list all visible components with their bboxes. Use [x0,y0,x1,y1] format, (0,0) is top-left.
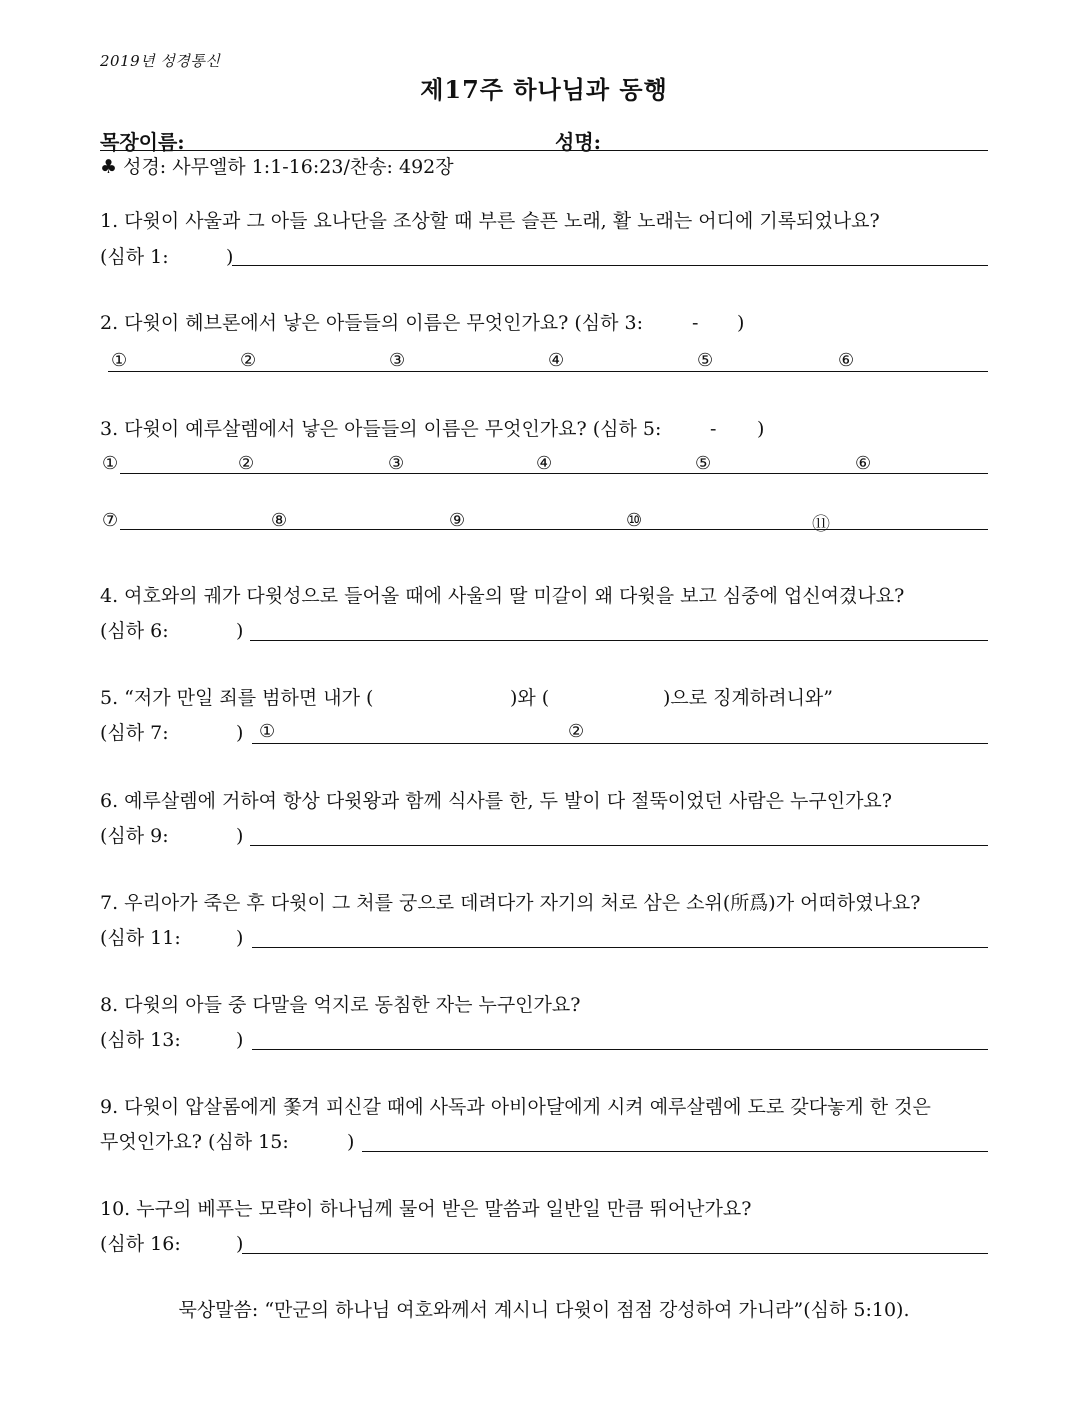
scripture-line [100,156,454,178]
answer-line-4[interactable] [250,640,988,641]
question-2-dash: - [692,312,699,334]
answer-line-10[interactable] [242,1253,988,1254]
question-10-ref: (심하 16: [100,1233,181,1255]
q3-mark-6: ⑥ [855,453,872,474]
q2-mark-4: ④ [548,350,565,371]
question-2-close: ) [737,312,745,334]
question-4-ref-close: ) [236,620,244,642]
q3-mark-3: ③ [388,453,405,474]
q2-mark-6: ⑥ [838,350,855,371]
question-5-mid: )와 ( [510,687,550,709]
q3-mark-11: ⑪ [812,514,830,535]
answer-line-9[interactable] [362,1151,988,1152]
question-10-ref-close: ) [236,1233,244,1255]
question-3-dash: - [710,418,717,440]
answer-line-8[interactable] [252,1049,988,1050]
q3-mark-7: ⑦ [102,510,119,531]
answer-line-1[interactable] [232,265,988,266]
question-10: 10. 누구의 베푸는 모략이 하나님께 물어 받은 말씀과 일반일 만큼 뛰어난가요? [100,1198,752,1220]
question-8-ref: (심하 13: [100,1029,181,1051]
question-7-ref: (심하 11: [100,927,181,949]
form-underline[interactable] [100,150,988,151]
question-1-ref-close: ) [226,246,234,268]
q2-mark-1: ① [111,350,128,371]
q2-mark-3: ③ [389,350,406,371]
person-name-label: 성명: [555,130,602,154]
club-icon: ♣ [100,156,118,178]
answer-line-7[interactable] [252,947,988,948]
q2-mark-5: ⑤ [697,350,714,371]
header-note: 2019년 성경통신 [100,52,221,70]
q3-mark-2: ② [238,453,255,474]
q3-mark-10: ⑩ [626,510,643,531]
question-3: 3. 다윗이 예루살렘에서 낳은 아들들의 이름은 무엇인가요? (심하 5: [100,418,662,440]
scripture-text: 성경: 사무엘하 1:1-16:23/찬송: 492장 [123,156,454,178]
question-6-ref: (심하 9: [100,825,169,847]
q2-mark-2: ② [240,350,257,371]
question-3-close: ) [757,418,765,440]
question-4-ref: (심하 6: [100,620,169,642]
question-4: 4. 여호와의 궤가 다윗성으로 들어올 때에 사울의 딸 미갈이 왜 다윗을 보고 심중에 업신여겼나요? [100,585,905,607]
answer-line-3a[interactable] [120,473,988,474]
q3-mark-9: ⑨ [449,510,466,531]
meditation-verse: 묵상말씀: “만군의 하나님 여호와께서 계시니 다윗이 점점 강성하여 가니라”(심하 5:10). [178,1299,910,1321]
q3-mark-4: ④ [536,453,553,474]
question-8-ref-close: ) [236,1029,244,1051]
question-1: 1. 다윗이 사울과 그 아들 요나단을 조상할 때 부른 슬픈 노래, 활 노래는 어디에 기록되었나요? [100,210,880,232]
question-2: 2. 다윗이 헤브론에서 낳은 아들들의 이름은 무엇인가요? (심하 3: [100,312,644,334]
question-5-end: )으로 징계하려니와” [663,687,833,709]
page-title: 제17주 하나님과 동행 [420,75,668,104]
question-7: 7. 우리아가 죽은 후 다윗이 그 처를 궁으로 데려다가 자기의 처로 삼은 소위(所爲)가 어떠하였나요? [100,892,921,914]
q3-mark-5: ⑤ [695,453,712,474]
q5-mark-2: ② [568,721,585,742]
answer-line-6[interactable] [250,845,988,846]
question-7-ref-close: ) [236,927,244,949]
question-9-ref: 무엇인가요? (심하 15: [100,1131,289,1153]
question-9: 9. 다윗이 압살롬에게 쫓겨 피신갈 때에 사독과 아비아달에게 시켜 예루살렘에 도로 갖다놓게 한 것은 [100,1096,931,1118]
question-5: 5. “저가 만일 죄를 범하면 내가 ( [100,687,374,709]
answer-line-5[interactable] [252,743,988,744]
question-9-ref-close: ) [347,1131,355,1153]
question-8: 8. 다윗의 아들 중 다말을 억지로 동침한 자는 누구인가요? [100,994,581,1016]
q3-mark-1: ① [102,453,119,474]
answer-line-2[interactable] [108,371,988,372]
question-6: 6. 예루살렘에 거하여 항상 다윗왕과 함께 식사를 한, 두 발이 다 절뚝이었던 사람은 누구인가요? [100,790,892,812]
question-6-ref-close: ) [236,825,244,847]
question-5-ref: (심하 7: [100,722,169,744]
q5-mark-1: ① [259,721,276,742]
question-5-ref-close: ) [236,722,244,744]
group-name-label: 목장이름: [100,130,185,154]
q3-mark-8: ⑧ [271,510,288,531]
question-1-ref: (심하 1: [100,246,169,268]
answer-line-3b[interactable] [120,529,988,530]
